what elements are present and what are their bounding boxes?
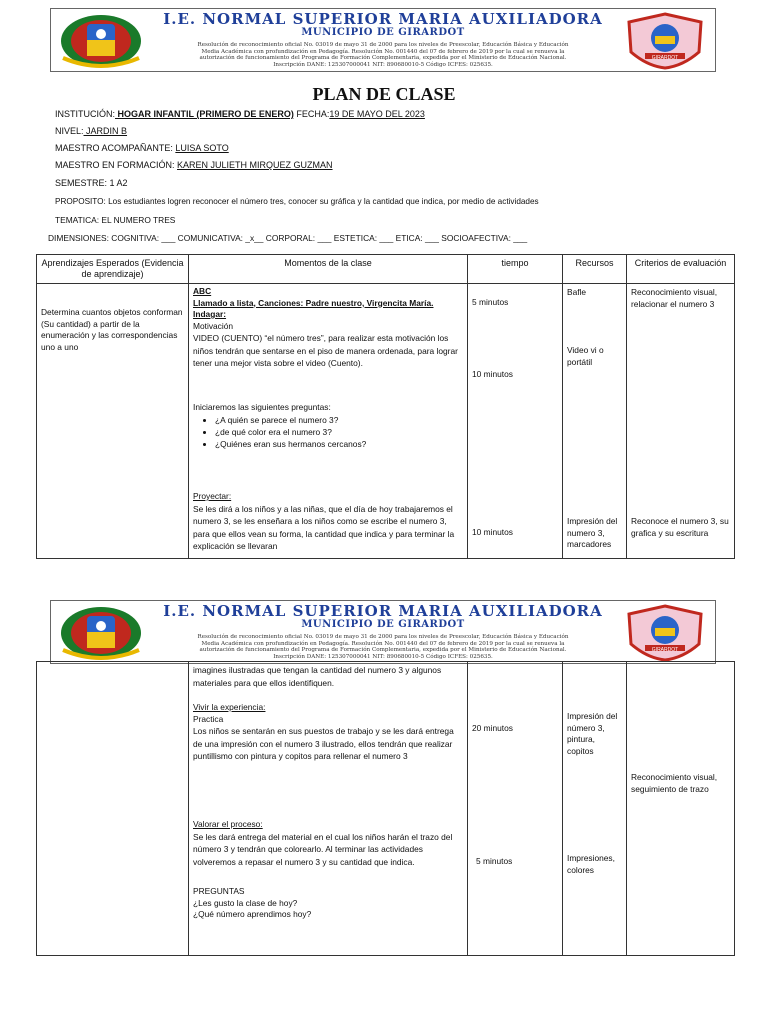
resolution-text: Resolución de reconocimiento oficial No. 03019 de mayo 31 de 2000 para los niveles de Preescolar, Educación Básica y Educación Media Académica con profundización en Pedagogía. Resolución No. 001440 del 07 de febrero de 2019 por la cual se renueva la autorización de funcionamiento del Programa de Formación Complementaria, expedida por el Ministerio de Educación Nacional. Inscripción DANE: 125307000041 NIT: 890680010-5 Código ICFES: 025635. — [197, 42, 569, 68]
institucion-line: INSTITUCIÓN: HOGAR INFANTIL (PRIMERO DE ENERO) FECHA:19 DE MAYO DEL 2023 — [55, 109, 425, 119]
svg-text:GIRARDOT: GIRARDOT — [651, 55, 679, 61]
aprendizaje-cell: Determina cuantos objetos conforman (Su cantidad) a partir de la enumeración y las correspondencias uno a uno — [37, 284, 189, 559]
list-item: ¿Les gusto la clase de hoy? — [193, 897, 298, 908]
header-tiempo: tiempo — [468, 255, 563, 284]
tiempo-cell: 5 minutos 10 minutos 10 minutos — [468, 284, 563, 559]
momentos-cell: imagines ilustradas que tengan la cantidad del numero 3 y algunos materiales para que ellos identifiquen. Vivir la experiencia: Practica Los niños se sentarán en sus puestos de trabajo y se les dará entrega de una impresión con el numero 3 ilustrado, ellos tendrán que realizar puntillismo con pintura y copitos para rellenar el numero 3 Valorar el proceso: Se les dará entrega del material en el cual los niños harán el trazo del número 3 y tendrán que colorearlo. Al terminar las actividades volveremos a repasar el numero 3 y su cantidad que indica. PREGUNTAS ¿Les gusto la clase de hoy? ¿Qué número aprendimos hoy? — [189, 662, 468, 956]
formacion-line: MAESTRO EN FORMACIÓN: KAREN JULIETH MIRQUEZ GUZMAN — [55, 160, 333, 170]
recursos-cell: Bafle Video vi o portátil Impresión del numero 3, marcadores — [563, 284, 627, 559]
header-aprendizajes: Aprendizajes Esperados (Evidencia de aprendizaje) — [37, 255, 189, 284]
header-recursos: Recursos — [563, 255, 627, 284]
criterios-cell: Reconocimiento visual, relacionar el numero 3 Reconoce el numero 3, su grafica y su escritura — [627, 284, 735, 559]
nivel-line: NIVEL: JARDIN B — [55, 126, 128, 136]
town-coat-of-arms-icon — [57, 12, 145, 70]
acompanante-line: MAESTRO ACOMPAÑANTE: LUISA SOTO — [55, 143, 229, 153]
tematica-line: TEMATICA: EL NUMERO TRES — [55, 215, 176, 225]
list-item: • ¿Quiénes eran sus hermanos cercanos? — [215, 438, 463, 450]
aprendizaje-cell — [37, 662, 189, 956]
semestre-line: SEMESTRE: 1 A2 — [55, 178, 128, 188]
momentos-cell: ABC Llamado a lista, Canciones: Padre nuestro, Virgencita María. Indagar: Motivación VIDEO (CUENTO) “el número tres”, para realizar esta motivación los niños tendrán que sentarse en el piso de manera ordenada, para lograr tener una mejor vista sobre el video (Cuento). Iniciaremos las siguientes preguntas: • ¿A quién se parece el numero 3? • ¿de qué color era el numero 3? • ¿Quiénes eran sus hermanos cercanos? Proyectar: Se les dirá a los niños y a las niñas, que el día de hoy trabajaremos el numero 3, se les enseñara a los niños como se escribe el numero 3, para que ellos vean su forma, la cantidad que indica y para terminar la explicación se llevaran — [189, 284, 468, 559]
school-seal-icon — [621, 12, 709, 70]
resolution-text: Resolución de reconocimiento oficial No. 03019 de mayo 31 de 2000 para los niveles de Preescolar, Educación Básica y Educación Media Académica con profundización en Pedagogía. Resolución No. 001440 del 07 de febrero de 2019 por la cual se renueva la autorización de funcionamiento del Programa de Formación Complementaria, expedida por el Ministerio de Educación Nacional. Inscripción DANE: 125307000041 NIT: 890680010-5 Código ICFES: 025635. — [197, 634, 569, 660]
school-seal-icon — [621, 604, 709, 662]
table-row — [37, 284, 735, 559]
list-item: ¿Qué número aprendimos hoy? — [193, 909, 312, 919]
table-row — [37, 662, 735, 956]
lesson-plan-table — [36, 254, 735, 559]
school-name: I.E. NORMAL SUPERIOR MARIA AUXILIADORA — [163, 10, 603, 28]
dimensiones-line: DIMENSIONES: COGNITIVA: ___ COMUNICATIVA: _x__ CORPORAL: ___ ESTETICA: ___ ETICA: ___ SOCIOAFECTIVA: ___ — [48, 233, 528, 243]
page-title: PLAN DE CLASE — [312, 84, 456, 104]
school-header-banner — [50, 8, 716, 72]
school-header-banner-page2 — [50, 600, 716, 664]
svg-text:GIRARDOT: GIRARDOT — [651, 647, 679, 653]
lesson-plan-table-page2 — [36, 661, 735, 956]
town-coat-of-arms-icon — [57, 604, 145, 662]
header-momentos: Momentos de la clase — [189, 255, 468, 284]
recursos-cell: Impresión del número 3, pintura, copitos Impresiones, colores — [563, 662, 627, 956]
header-criterios: Criterios de evaluación — [627, 255, 735, 284]
list-item: • ¿de qué color era el numero 3? — [215, 426, 463, 438]
list-item: • ¿A quién se parece el numero 3? — [215, 414, 463, 426]
tiempo-cell: 20 minutos 5 minutos — [468, 662, 563, 956]
proposito-line: PROPOSITO: Los estudiantes logren reconocer el número tres, conocer su gráfica y la cantidad que indica, por medio de actividades — [55, 197, 539, 206]
municipality: MUNICIPIO DE GIRARDOT — [301, 27, 465, 38]
criterios-cell: Reconocimiento visual, seguimiento de trazo — [627, 662, 735, 956]
school-name: I.E. NORMAL SUPERIOR MARIA AUXILIADORA — [163, 602, 603, 620]
municipality: MUNICIPIO DE GIRARDOT — [301, 619, 465, 630]
